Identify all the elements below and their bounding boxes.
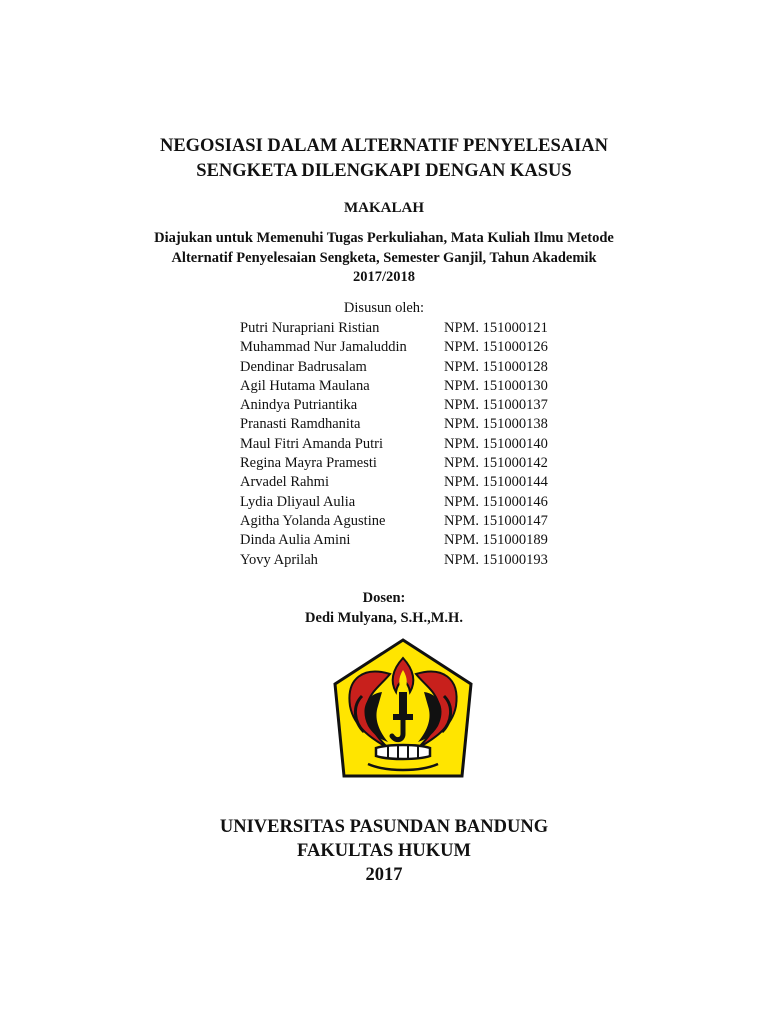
author-row [240,531,548,550]
authors-list [240,319,548,570]
author-name: Dendinar Badrusalam [240,358,367,375]
author-npm: NPM. 151000126 [444,339,548,356]
author-name: Lydia Dliyaul Aulia [240,493,356,510]
author-npm: NPM. 151000140 [444,435,548,452]
author-name: Regina Mayra Pramesti [240,455,377,472]
author-name: Agil Hutama Maulana [240,377,370,394]
author-npm: NPM. 151000146 [444,493,548,510]
document-subtitle [0,229,768,288]
lecturer-name: Dedi Mulyana, S.H.,M.H. [305,610,463,626]
author-npm: NPM. 151000189 [444,532,548,549]
institution-block [0,815,768,887]
year: 2017 [365,865,403,885]
author-name: Maul Fitri Amanda Putri [240,435,383,452]
title-line-1: NEGOSIASI DALAM ALTERNATIF PENYELESAIAN [159,136,609,156]
author-name: Pranasti Ramdhanita [240,416,361,433]
author-row [240,473,548,492]
author-name: Agitha Yolanda Agustine [240,512,386,529]
author-row [240,338,548,357]
author-npm: NPM. 151000138 [444,416,548,433]
author-row [240,377,548,396]
author-npm: NPM. 151000142 [444,455,548,472]
author-row [240,493,548,512]
author-name: Dinda Aulia Amini [240,532,351,549]
author-name: Putri Nurapriani Ristian [240,320,380,336]
author-name: Yovy Aprilah [240,551,318,568]
author-row [240,435,548,454]
title-line-2: SENGKETA DILENGKAPI DENGAN KASUS [196,161,572,181]
author-row [240,415,548,434]
faculty-name: FAKULTAS HUKUM [297,841,471,861]
author-npm: NPM. 151000137 [444,397,548,414]
author-row [240,454,548,473]
university-crest-logo [330,636,476,800]
author-name: Anindya Putriantika [240,397,358,414]
author-row [240,396,548,415]
author-npm: NPM. 151000128 [444,358,548,375]
subtitle-line-2: Alternatif Penyelesaian Sengketa, Semester Ganjil, Tahun Akademik [171,249,597,266]
author-npm: NPM. 151000193 [444,551,548,568]
author-npm: NPM. 151000147 [444,512,548,529]
author-row [240,358,548,377]
subtitle-line-3: 2017/2018 [352,269,416,285]
author-npm: NPM. 151000130 [444,377,548,394]
lecturer-label: Dosen: [362,590,406,606]
author-name: Muhammad Nur Jamaluddin [240,339,407,356]
document-title [0,134,768,184]
subtitle-line-1: Diajukan untuk Memenuhi Tugas Perkuliahan, Mata Kuliah Ilmu Metode [154,230,614,246]
author-npm: NPM. 151000144 [444,474,548,491]
author-row [240,551,548,570]
crest-base [376,745,430,759]
author-row [240,319,548,338]
authors-label: Disusun oleh: [343,300,425,316]
author-npm: NPM. 151000121 [444,320,548,336]
university-name: UNIVERSITAS PASUNDAN BANDUNG [219,817,549,837]
document-type: MAKALAH [344,200,424,216]
author-row [240,512,548,531]
author-name: Arvadel Rahmi [240,474,329,491]
